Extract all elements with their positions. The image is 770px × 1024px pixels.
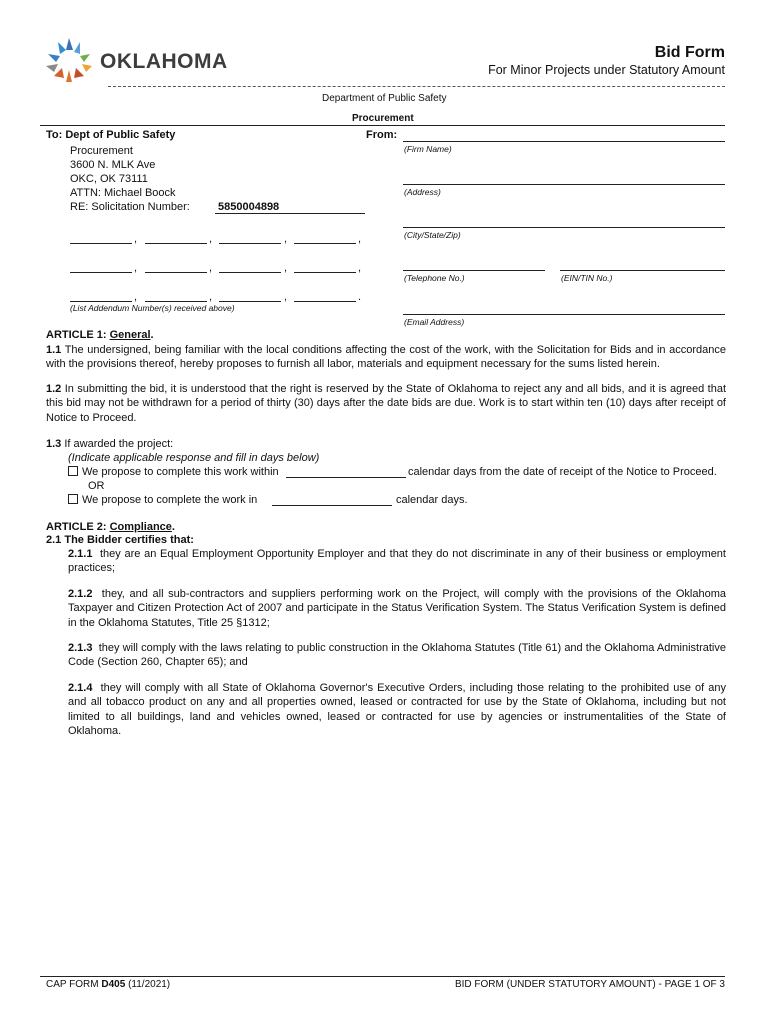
- addendum-field[interactable]: [219, 272, 281, 273]
- option1-days-field[interactable]: [286, 477, 406, 478]
- paragraph-1-2: 1.2 In submitting the bid, it is understood that the right is reserved by the State of Oklahoma to reject any and all bids, and it is agreed that this bid may not be withdrawn for a period of thirty (30) days after the date bids are due. Work is to start within ten (10) days after receipt of Notice to Proceed.: [46, 383, 726, 424]
- address-field[interactable]: [403, 184, 725, 185]
- article2-heading: ARTICLE 2: Compliance.: [46, 521, 175, 533]
- option-within-days: We propose to complete this work within: [68, 465, 279, 479]
- footer-rule: [40, 976, 725, 977]
- ein-tin-field[interactable]: [560, 270, 725, 271]
- item-2-1-1: 2.1.1 they are an Equal Employment Opportunity Employer and that they do not discriminate in any of their business or employment practices;: [68, 548, 726, 575]
- from-label: From:: [366, 129, 398, 141]
- paragraph-1-1: 1.1 The undersigned, being familiar with the local conditions affecting the cost of the work, with the Solicitation for Bids and in accordance with the provisions thereof, hereby proposes to furnish all labor, materials and equipment necessary for the sums listed herein.: [46, 344, 726, 371]
- page-title: Bid Form: [654, 44, 725, 61]
- oklahoma-star-icon: [44, 36, 94, 86]
- department-name: Department of Public Safety: [322, 93, 447, 104]
- header-rule: [108, 86, 725, 87]
- option1-checkbox[interactable]: [68, 466, 78, 476]
- footer-form-code: CAP FORM D405 (11/2021): [46, 979, 171, 990]
- city-state-zip-field[interactable]: [403, 227, 725, 228]
- option2-post-text: calendar days.: [396, 494, 468, 506]
- to-line-2: 3600 N. MLK Ave: [70, 159, 156, 171]
- address-caption: (Address): [404, 187, 441, 197]
- paragraph-1-3-instruction: (Indicate applicable response and fill in days below): [68, 452, 320, 464]
- addendum-field[interactable]: [145, 243, 207, 244]
- item-2-1-4: 2.1.4 they will comply with all State of Oklahoma Governor's Executive Orders, including those relating to the prohibited use of any and all tobacco product on any and all properties owned, leased or contracted for use by the State of Oklahoma, including but not limited to all buildings, land and vehicles owned, leased or contracted for use by agencies or instrumentalities of the State of Oklahoma.: [68, 682, 726, 738]
- telephone-field[interactable]: [403, 270, 545, 271]
- item-2-1-3: 2.1.3 they will comply with the laws relating to public construction in the Oklahoma Statutes (Title 61) and the Oklahoma Administrative Code (Section 260, Chapter 65); and: [68, 642, 726, 669]
- addendum-field[interactable]: [70, 272, 132, 273]
- telephone-caption: (Telephone No.): [404, 273, 465, 283]
- solicitation-underline: [215, 213, 365, 214]
- ein-tin-caption: (EIN/TIN No.): [561, 273, 613, 283]
- email-field[interactable]: [403, 314, 725, 315]
- paragraph-1-3: 1.3 If awarded the project:: [46, 438, 174, 450]
- or-text: OR: [88, 480, 105, 492]
- article2-subheading: 2.1 The Bidder certifies that:: [46, 534, 194, 546]
- article1-title: General: [109, 329, 151, 341]
- logo-text: OKLAHOMA: [100, 50, 228, 73]
- addendum-field[interactable]: [294, 301, 356, 302]
- solicitation-number: 5850004898: [218, 201, 280, 213]
- to-line-4: ATTN: Michael Boock: [70, 187, 176, 199]
- page-subtitle: For Minor Projects under Statutory Amount: [488, 63, 725, 77]
- firm-name-caption: (Firm Name): [404, 144, 452, 154]
- option1-post-text: calendar days from the date of receipt of the Notice to Proceed.: [408, 466, 717, 478]
- addendum-field[interactable]: [219, 243, 281, 244]
- to-line-1: Procurement: [70, 145, 133, 157]
- addendum-caption: (List Addendum Number(s) received above): [70, 303, 235, 313]
- addendum-field[interactable]: [70, 301, 132, 302]
- option2-checkbox[interactable]: [68, 494, 78, 504]
- division-rule: [40, 125, 725, 126]
- article2-title: Compliance: [109, 521, 172, 533]
- solicitation-label: RE: Solicitation Number:: [70, 201, 190, 213]
- option2-days-field[interactable]: [272, 505, 392, 506]
- to-label: To: Dept of Public Safety: [46, 129, 176, 141]
- item-2-1-2: 2.1.2 they, and all sub-contractors and suppliers performing work on the Project, will comply with the provisions of the Oklahoma Taxpayer and Citizen Protection Act of 2007 and participate in the Status Verification System. The Status Verification System is defined in the Oklahoma Statutes, Title 25 §1312;: [68, 588, 726, 629]
- addendum-field[interactable]: [294, 272, 356, 273]
- to-line-3: OKC, OK 73111: [70, 173, 148, 185]
- addendum-field[interactable]: [219, 301, 281, 302]
- oklahoma-logo: [44, 36, 228, 86]
- city-state-zip-caption: (City/State/Zip): [404, 230, 461, 240]
- addendum-field[interactable]: [70, 243, 132, 244]
- division-name: Procurement: [352, 113, 414, 124]
- addendum-field[interactable]: [145, 301, 207, 302]
- addendum-field[interactable]: [294, 243, 356, 244]
- firm-name-field[interactable]: [403, 141, 725, 142]
- footer-page-label: BID FORM (UNDER STATUTORY AMOUNT) - PAGE 1 OF 3: [454, 979, 725, 990]
- addendum-field[interactable]: [145, 272, 207, 273]
- option-in-days: We propose to complete the work in: [68, 493, 257, 507]
- email-caption: (Email Address): [404, 317, 465, 327]
- article1-heading: ARTICLE 1: General.: [46, 329, 154, 341]
